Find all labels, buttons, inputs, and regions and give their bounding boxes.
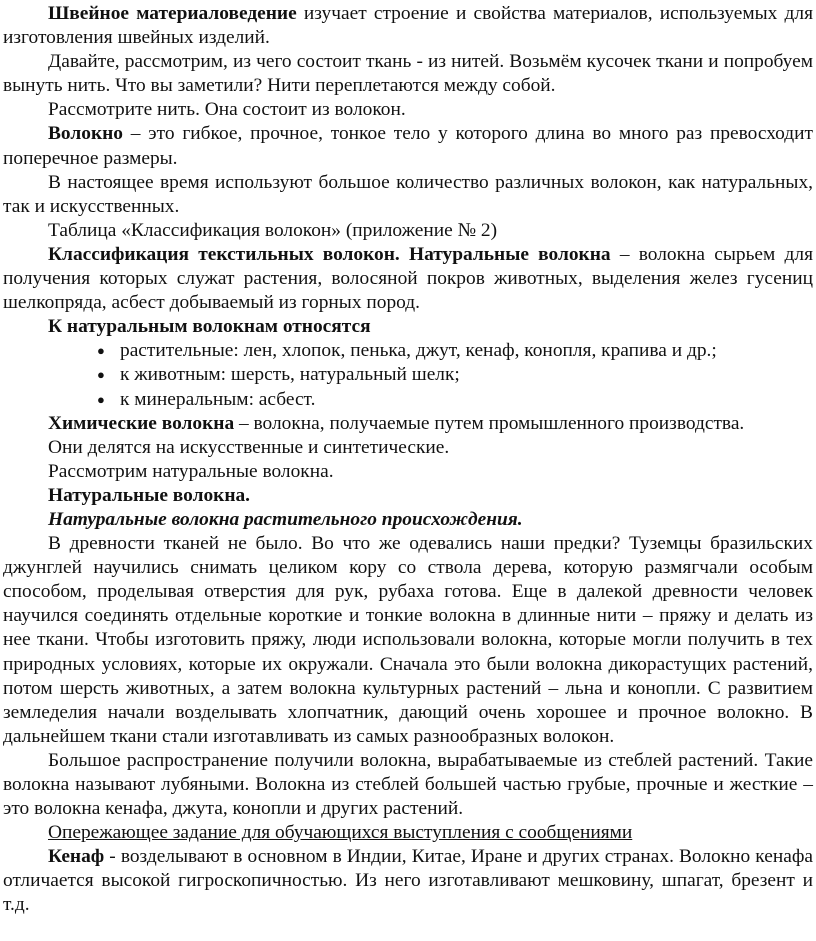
paragraph-fabric-threads: Давайте, рассмотрим, из чего состоит ткань - из нитей. Возьмём кусочек ткани и попробуем вынуть нить. Что вы заметили? Нити переплетаются между собой. [3,51,813,97]
paragraph-fiber-definition [3,122,813,170]
paragraph-chemical-fibers [3,412,813,436]
list-item-text: к минеральным: асбест. [120,388,316,410]
term-fiber: Волокно [48,123,123,145]
term-classification: Классификация текстильных волокон. Натуральные волокна [48,243,611,265]
paragraph-classification-text: – волокна сырьем для получения которых служат растения, волосяной покров животных, выделения желез гусениц шелкопряда, асбест добываемый из горных пород. [3,243,813,314]
list-item [97,339,813,363]
list-item-text: растительные: лен, хлопок, пенька, джут, кенаф, конопля, крапива и др.; [120,340,717,362]
paragraph-classification [3,243,813,315]
list-item [97,388,813,412]
paragraph-thread-fibers: Рассмотрите нить. Она состоит из волокон. [48,99,406,121]
natural-fibers-heading: К натуральным волокнам относятся [48,316,371,338]
paragraph-intro [3,2,813,50]
paragraph-fiber-division: Они делятся на искусственные и синтетические. [48,436,450,458]
bullet-icon: ● [97,343,105,359]
natural-fibers-list [3,339,813,411]
term-chemical-fibers: Химические волокна [48,412,235,434]
paragraph-fiber-types: В настоящее время используют большое количество различных волокон, как натуральных, так и искусственных. [3,171,813,217]
list-item [97,363,813,387]
heading-plant-fibers: Натуральные волокна растительного происхождения. [48,508,523,530]
paragraph-kenaf-text: - возделывают в основном в Индии, Китае, Иране и других странах. Волокно кенафа отличается высокой гигроскопичностью. Из него изготавливают мешковину, шпагат, брезент и т.д. [3,846,813,916]
list-item-text: к животным: шерсть, натуральный шелк; [120,364,460,386]
bullet-icon: ● [97,367,105,383]
paragraph-bast-fibers: Большое распространение получили волокна, вырабатываемые из стеблей растений. Такие волокна называют лубяными. Волокна из стеблей большей частью грубые, прочные и жесткие – это волокна кенафа, джута, конопли и других растений. [3,749,813,820]
heading-natural-fibers: Натуральные волокна. [48,484,251,506]
term-kenaf: Кенаф [48,846,105,868]
paragraph-fiber-text: – это гибкое, прочное, тонкое тело у которого длина во много раз превосходит поперечное размеры. [3,123,813,169]
table-reference: Таблица «Классификация волокон» (приложение № 2) [48,219,498,241]
paragraph-kenaf [3,845,813,917]
bullet-icon: ● [97,391,105,407]
paragraph-consider-natural: Рассмотрим натуральные волокна. [48,460,334,482]
term-sewing-materials: Швейное материаловедение [48,3,297,24]
paragraph-chemical-text: – волокна, получаемые путем промышленного производства. [234,412,745,434]
paragraph-history: В древности тканей не было. Во что же одевались наши предки? Туземцы бразильских джунглей научились снимать целиком кору со ствола дерева, которую размягчали особым способом, проделывая отверстия для рук, рубаха готова. Еще в далекой древности человек научился соединять отдельные короткие и тонкие волокна в длинные нити – пряжу и делать из нее ткани. Чтобы изготовить пряжу, люди использовали волокна, которые могли получить в тех природных условиях, которые их окружали. Сначала это были волокна дикорастущих растений, потом шерсть животных, а затем волокна культурных растений – льна и конопли. С развитием земледелия начали возделывать хлопчатник, дающий очень хорошее и прочное волокно. В дальнейшем ткани стали изготавливать из самых разнообразных волокон. [3,533,813,747]
assignment-heading: Опережающее задание для обучающихся выступления с сообщениями [48,822,633,844]
paragraph-intro-text: изучает строение и свойства материалов, используемых для изготовления швейных изделий. [3,3,813,49]
